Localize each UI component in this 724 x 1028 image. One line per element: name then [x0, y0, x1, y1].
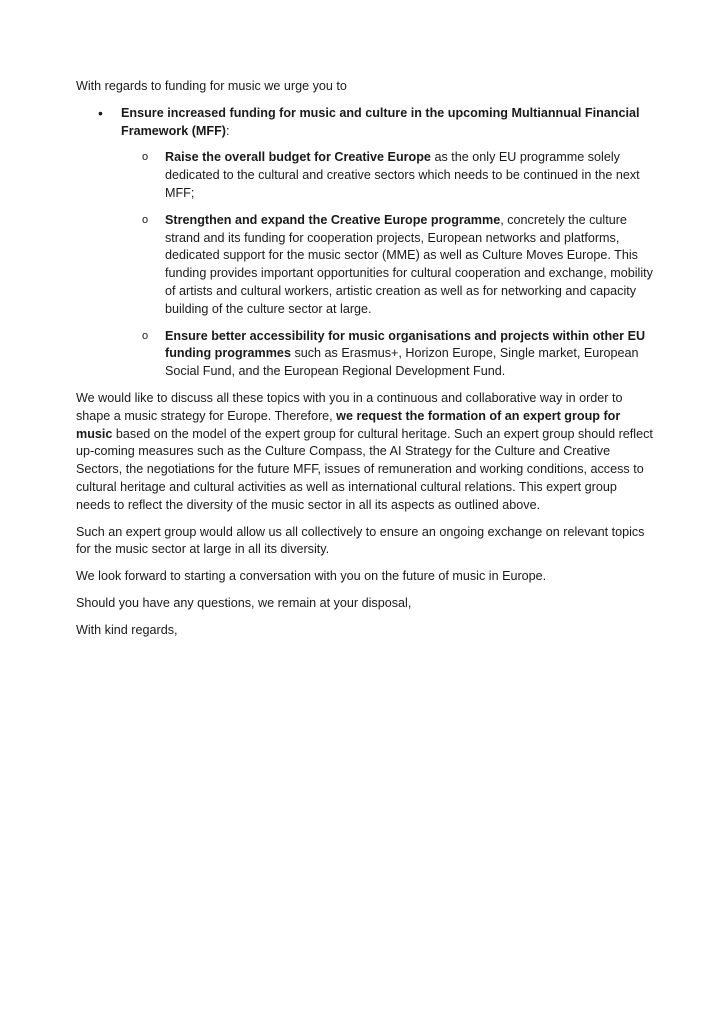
exchange-paragraph: Such an expert group would allow us all collectively to ensure an ongoing exchange on relevant topics for the music sector at large in all its diversity. — [76, 524, 645, 557]
look-forward-paragraph: We look forward to starting a conversation with you on the future of music in Europe. — [76, 569, 547, 584]
sub-item-rest: , concretely the culture strand and its funding for cooperation projects, European networks and platforms, dedicated support for the music sector (MME) as well as Culture Moves Europe. This funding provides important opportunities for cultural cooperation and exchange, mobility of artists and cultural workers, artistic creation as well as for networking and capacity building of the culture sector at large. — [165, 212, 653, 316]
sub-bullet-marker: o — [142, 329, 149, 342]
sub-item-bold: Strengthen and expand the Creative Europe programme — [165, 212, 501, 227]
sub-bullet-marker: o — [142, 151, 149, 164]
sub-item-rest: as the only EU programme solely dedicated to the cultural and creative sectors which needs to be continued in the next MFF; — [165, 150, 640, 200]
funding-bullet-text — [121, 105, 654, 141]
sub-item-text — [165, 328, 654, 381]
funding-bullet — [76, 105, 654, 141]
funding-sub-list — [76, 149, 654, 381]
expert-after: based on the model of the expert group for cultural heritage. Such an expert group should reflect up-coming measures such as the Culture Compass, the AI Strategy for the Culture and Creative Sectors, the negotiations for the future MFF, issues of remuneration and working conditions, access to cultural heritage and cultural activities as well as international cultural relations. This expert group needs to reflect the diversity of the music sector in all its aspects as outlined above. — [76, 426, 653, 512]
funding-bullet-rest: : — [225, 123, 230, 138]
sub-item-accessibility — [76, 328, 654, 381]
sub-bullet-marker: o — [142, 213, 149, 226]
sub-item-bold: Raise the overall budget for Creative Europe — [165, 150, 431, 165]
sub-item-text — [165, 149, 654, 202]
questions-paragraph: Should you have any questions, we remain at your disposal, — [76, 595, 412, 610]
expert-before: We would like to discuss all these topics with you in a continuous and collaborative way in order to shape a music strategy for Europe. Therefore, — [76, 390, 623, 423]
sub-item-rest: such as Erasmus+, Horizon Europe, Single market, European Social Fund, and the European Regional Development Fund. — [165, 346, 639, 379]
sub-item-creative-europe-programme — [76, 212, 654, 319]
funding-bullet-bold: Ensure increased funding for music and culture in the upcoming Multiannual Financial Framework (MFF) — [121, 105, 640, 138]
bullet-marker: • — [98, 104, 103, 121]
closing-text: With kind regards, — [76, 622, 178, 637]
intro-text: With regards to funding for music we urge you to — [76, 79, 347, 93]
expert-group-paragraph — [76, 390, 654, 515]
letter-page — [76, 78, 654, 649]
expert-bold: we request the formation of an expert group for music — [76, 408, 621, 441]
sub-item-bold: Ensure better accessibility for music organisations and projects within other EU funding programmes — [165, 328, 646, 361]
sub-item-creative-europe-budget — [76, 149, 654, 202]
sub-item-text — [165, 212, 654, 319]
